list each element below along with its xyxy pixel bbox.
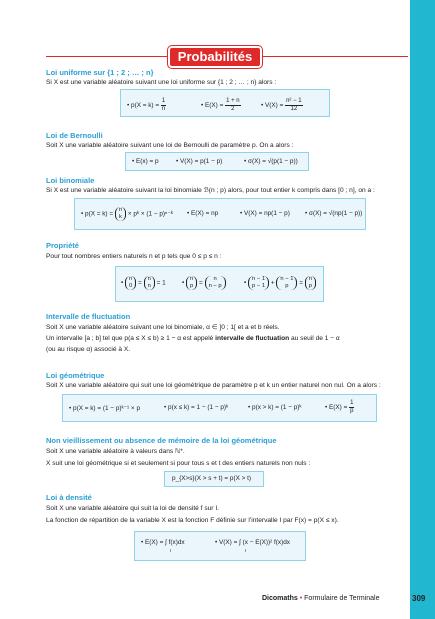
fluctuation-line-3: (ou au risque α) associé à X. xyxy=(46,346,131,353)
density-line-2: La fonction de répartition de la variable X est la fonction F définie sur l’intervalle I par F(x) = p(X ≤ x). xyxy=(46,517,339,524)
density-variance: • V(X) = ∫ (x − E(X))² f(x)dx xyxy=(215,539,290,546)
density-expectation: • E(X) = ∫ f(x)dx xyxy=(141,539,185,546)
memoryless-line-1: Soit X une variable aléatoire à valeurs dans ℕ*. xyxy=(46,448,185,455)
footer-separator: • xyxy=(299,595,303,602)
geometric-cdf: • p(x ≤ k) = 1 − (1 − p)ᵏ xyxy=(164,404,229,411)
property-heading: Propriété xyxy=(46,241,79,250)
bernoulli-text: Soit X une variable aléatoire suivant une loi de Bernoulli de paramètre p. On a alors : xyxy=(46,142,294,149)
binomial-variance: • V(X) = np(1 − p) xyxy=(240,210,290,217)
binomial-heading: Loi binomiale xyxy=(46,176,95,185)
uniform-expectation: • E(X) = $\frac{1 + n}{2}$ xyxy=(201,98,240,112)
footer xyxy=(262,595,380,602)
binomial-formula-box xyxy=(74,198,366,230)
binomial-text: Si X est une variable aléatoire suivant la loi binomiale ℬ(n ; p) alors, pour tout entier k compris dans [0 ; n], on a : xyxy=(46,187,375,194)
footer-book: Formulaire de Terminale xyxy=(304,595,380,602)
property-text: Pour tout nombres entiers naturels n et p tels que 0 ≤ p ≤ n : xyxy=(46,253,222,260)
footer-brand: Dicomaths xyxy=(262,595,298,602)
property-formula-box xyxy=(115,266,324,302)
bernoulli-variance: • V(X) = p(1 − p) xyxy=(176,158,223,165)
bernoulli-heading: Loi de Bernoulli xyxy=(46,131,103,140)
page-number: 309 xyxy=(412,594,426,603)
pascal-rule: • n − 1 p − 1 + n − 1 p = n p xyxy=(244,276,316,290)
density-variance-domain: I xyxy=(245,548,247,553)
geometric-text: Soit X une variable aléatoire qui suit une loi géométrique de paramètre p et k un entier naturel non nul. On a alors : xyxy=(46,382,381,389)
binomial-std: • σ(X) = √(np(1 − p)) xyxy=(305,210,363,217)
memoryless-line-2: X suit une loi géométrique si et seulement si pour tous s et t des entiers naturels non nuls : xyxy=(46,460,311,467)
page-title: Probabilités xyxy=(168,46,262,68)
density-line-1: Soit X une variable aléatoire qui suit la loi de densité f sur I. xyxy=(46,505,220,512)
geometric-expectation: • E(X) = $\frac{1}{p}$ xyxy=(325,400,354,414)
fluctuation-heading: Intervalle de fluctuation xyxy=(46,312,131,321)
density-formula-box xyxy=(134,531,306,561)
uniform-variance: • V(X) = $\frac{\text{n² − 1}}{12}$ xyxy=(261,98,302,112)
bernoulli-std: • σ(X) = √(p(1 − p)) xyxy=(244,158,298,165)
density-expectation-domain: I xyxy=(170,548,172,553)
memoryless-formula-box xyxy=(164,471,264,487)
page-edge-tab xyxy=(410,0,435,619)
fluctuation-line-1: Soit X une variable aléatoire suivant une loi binomiale, α ∈ ]0 ; 1[ et a et b réels. xyxy=(46,324,280,331)
uniform-pmf: • p(X = k) = $\frac{1}{n}$ xyxy=(127,98,166,112)
bernoulli-expectation: • E(x) = p xyxy=(132,158,159,165)
bernoulli-formula-box xyxy=(125,152,309,171)
uniform-formula-box xyxy=(120,89,330,117)
uniform-heading: Loi uniforme sur {1 ; 2 ; … ; n} xyxy=(46,68,154,77)
uniform-text: Si X est une variable aléatoire suivant une loi uniforme sur {1 ; 2 ; … ; n} alors : xyxy=(46,79,277,86)
memoryless-formula: p_{X>s}(X > s + t) = p(X > t) xyxy=(172,475,252,482)
geometric-pmf: • p(X = k) = (1 − p)ᵏ⁻¹ × p xyxy=(69,405,140,412)
binom-symmetry: • n p = n n − p xyxy=(182,276,226,290)
binom-identity-1: • n 0 = n n = 1 xyxy=(121,276,166,289)
geometric-formula-box xyxy=(62,394,377,422)
fluctuation-line-2: Un intervalle [a ; b] tel que p(a ≤ X ≤ b) ≥ 1 − α est appelé intervalle de fluctuation au seuil de 1 − α xyxy=(46,335,340,342)
density-heading: Loi à densité xyxy=(46,493,92,502)
geometric-survival: • p(x > k) = (1 − p)ᵏ xyxy=(248,404,302,411)
binomial-expectation: • E(X) = np xyxy=(187,210,219,217)
geometric-heading: Loi géométrique xyxy=(46,371,105,380)
binomial-pmf: • p(X = k) = n k × pᵏ × (1 − p)ⁿ⁻ᵏ xyxy=(81,207,173,220)
memoryless-heading: Non vieillissement ou absence de mémoire de la loi géométrique xyxy=(46,436,277,445)
